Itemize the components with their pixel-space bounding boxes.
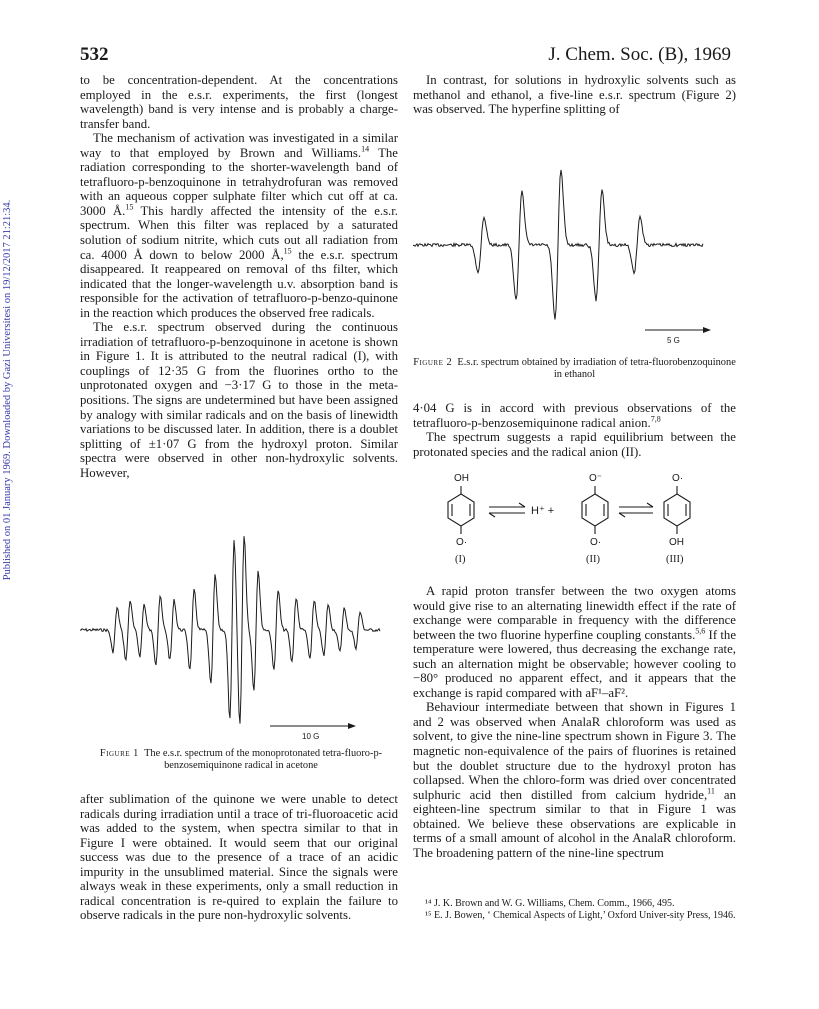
download-sidebar (2, 110, 18, 670)
footnotes (413, 898, 736, 922)
paragraph: The spectrum suggests a rapid equilibrium between the protonated species and the radical anion (II). (413, 430, 736, 459)
compound-label-iii: (III) (666, 554, 684, 565)
footnote-15: ¹⁵ E. J. Bowen, ‘ Chemical Aspects of Light,’ Oxford Univer-sity Press, 1946. (425, 910, 736, 921)
middle-label: H⁺ + (531, 505, 555, 517)
paragraph: A rapid proton transfer between the two oxygen atoms would give rise to an alternating linewidth effect if the rate of exchange were comparable in frequency with the difference between the two fluorine hyperfine coupling constants.$^{5,6}$ If the temperature were lowered, thus decreasing the exchange rate, such an alternation might be observable; however cooling to −80° produced no apparent effect, and it appears that the exchange is rapid compared with aF¹–aF². (413, 584, 736, 700)
compound-label-ii: (II) (586, 554, 600, 565)
download-note: Published on 01 January 1969. Downloaded by Gazi Universitesi on 19/12/2017 21:21:34. (2, 199, 13, 581)
scale-label: 10 G (302, 732, 320, 741)
spectrum-trace (80, 536, 380, 723)
figure-1-spectrum (80, 530, 400, 750)
page-number: 532 (80, 44, 109, 65)
s3-top-label: O· (672, 473, 684, 484)
right-column-top (413, 73, 736, 117)
figure-2-spectrum (413, 125, 736, 355)
journal-header: J. Chem. Soc. (B), 1969 (548, 44, 731, 65)
paragraph: The e.s.r. spectrum observed during the continuous irradiation of tetrafluoro-p-benzoquinone in acetone is shown in Figure 1. It is attributed to the neutral radical (I), with couplings of 12·35 G from the fluorines ortho to the unprotonated oxygen and −3·17 G to those in the meta-positions. The signs are undetermined but have been assigned by analogy with similar radicals and on the basis of linewidth variations to be discussed later. In addition, there is a doublet splitting of ±1·07 G from the hydroxyl proton. Similar spectra were observed in other non-hydroxylic solvents. However, (80, 320, 398, 480)
paragraph: The mechanism of activation was investigated in a similar way to that employed by Brown and Williams.$^{14}$ The radiation corresponding to the shorter-wavelength band of tetrafluoro-p-benzoquinone in tetrahydrofuran was removed with an aqueous copper sulphate filter which cut off at ca. 3000 Å.$^{15}$ This hardly affected the intensity of the e.s.r. spectrum. When this filter was replaced by a saturated solution of sodium nitrite, which cuts out all radiation from ca. 4000 Å down to below 2000 Å,$^{15}$ the e.s.r. spectrum disappeared. It reappeared on removal of ths filter, which indicated that the longer-wavelength u.v. absorption band is responsible for the activation of tetrafluoro-p-benzo-quinone in the reaction which produces the observed free radicals. (80, 131, 399, 320)
compound-label-i: (I) (455, 554, 466, 565)
s2-top-label: O⁻ (589, 473, 603, 484)
s1-top-label: OH (454, 473, 469, 484)
reaction-scheme (413, 468, 736, 568)
spectrum-trace (413, 170, 703, 320)
right-column-bottom (413, 584, 736, 860)
left-column-bottom (80, 792, 398, 923)
paragraph: Behaviour intermediate between that shown in Figures 1 and 2 was observed when AnalaR chloroform was used as solvent, to give the nine-line spectrum shown in Figure 3. The magnetic non-equivalence of the pairs of fluorines is retained but the doublet structure due to the hydroxyl proton has collapsed. When the chloro-form was dried over concentrated sulphuric acid then distilled from calcium hydride,$^{11}$ an eighteen-line spectrum similar to that in Figure 1 was obtained. We believe these observations are explicable in terms of a small amount of alcohol in the AnalaR chloroform. The broadening pattern of the nine-line spectrum (413, 700, 737, 860)
s1-bottom-label: O· (456, 537, 468, 548)
figure-1-caption: Figure 1 The e.s.r. spectrum of the monoprotonated tetra-fluoro-p-benzosemiquinone radical in acetone (99, 748, 383, 771)
scale-label: 5 G (667, 336, 680, 345)
figure-2-caption: Figure 2 E.s.r. spectrum obtained by irradiation of tetra-fluorobenzoquinone in ethanol (413, 357, 736, 380)
scale-arrow (703, 327, 711, 333)
paragraph: after sublimation of the quinone we were unable to detect radicals during irradiation until a trace of tri-fluoroacetic acid was added to the system, when spectra similar to that in Figure I were obtained. It would seem that our original success was due to the presence of a trace of an acidic impurity in the unsublimed material. Since the signals were always weak in these experiments, only a small reduction in radical concentration is re-quired to explain the failure to observe radicals in the pure non-hydroxylic solvents. (80, 792, 398, 923)
paragraph: 4·04 G is in accord with previous observations of the tetrafluoro-p-benzosemiquinone radical anion.$^{7,8}$ (413, 401, 736, 430)
right-column-middle (413, 401, 736, 459)
s2-bottom-label: O· (590, 537, 602, 548)
paragraph: In contrast, for solutions in hydroxylic solvents such as methanol and ethanol, a five-line e.s.r. spectrum (Figure 2) was observed. The hyperfine splitting of (413, 73, 736, 117)
scale-arrow (348, 723, 356, 729)
paragraph: to be concentration-dependent. At the concentrations employed in the e.s.r. experiments, the first (longest wavelength) band is very intense and is probably a charge-transfer band. (80, 73, 398, 131)
footnote-14: ¹⁴ J. K. Brown and W. G. Williams, Chem. Comm., 1966, 495. (425, 898, 675, 909)
s3-bottom-label: OH (669, 537, 684, 548)
left-column-top (80, 73, 398, 480)
